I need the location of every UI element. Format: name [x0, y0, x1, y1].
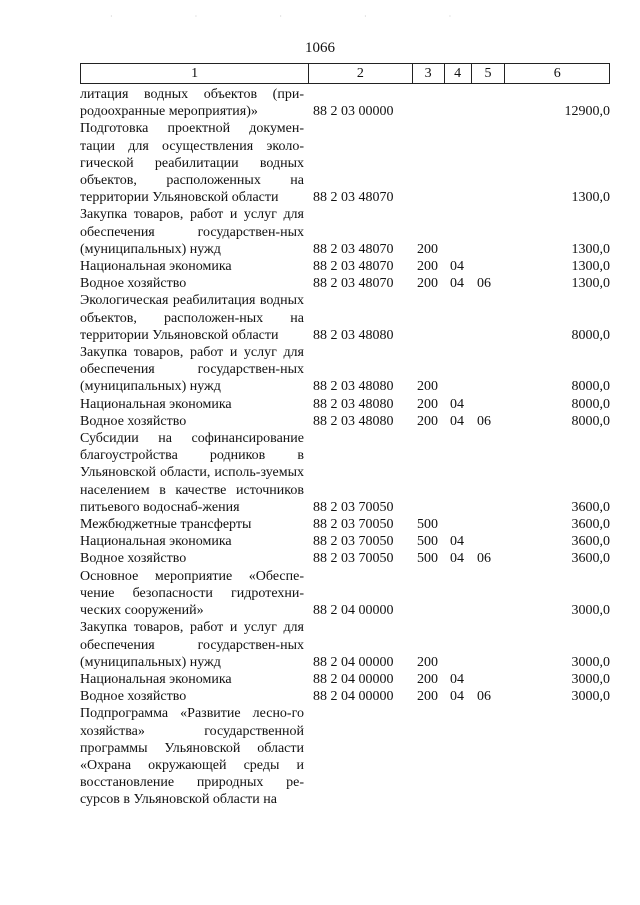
row-name: Национальная экономика — [80, 671, 232, 687]
row-group: 200 — [417, 396, 438, 412]
row-name: Национальная экономика — [80, 534, 232, 550]
row-code: 88 2 03 48070 — [313, 276, 394, 292]
row-section: 04 — [450, 534, 464, 550]
scan-specks: · · · · · — [110, 12, 492, 21]
row-name: Субсидии на софинансирование благоустройства родников в Ульяновской области, исполь-зуемых населением в качестве источников питьевого водоснаб-жения — [80, 431, 304, 515]
row-code: 88 2 03 48070 — [313, 259, 394, 275]
table-row — [80, 688, 610, 705]
table-row — [80, 275, 610, 292]
row-code: 88 2 03 48070 — [313, 241, 394, 257]
row-group: 200 — [417, 413, 438, 429]
row-section: 04 — [450, 259, 464, 275]
row-name: Закупка товаров, работ и услуг для обеспечения государствен-ных (муниципальных) нужд — [80, 207, 304, 257]
table-row — [80, 619, 610, 671]
table-row — [80, 206, 610, 258]
row-group: 200 — [417, 689, 438, 705]
row-name: Межбюджетные трансферты — [80, 517, 252, 533]
row-group: 200 — [417, 379, 438, 395]
row-amount: 8000,0 — [571, 413, 610, 429]
row-group: 200 — [417, 671, 438, 687]
row-amount: 3600,0 — [571, 534, 610, 550]
row-code: 88 2 04 00000 — [313, 654, 394, 670]
table-row — [80, 550, 610, 567]
row-code: 88 2 03 48070 — [313, 190, 394, 206]
row-amount: 3000,0 — [571, 671, 610, 687]
table-row — [80, 705, 610, 808]
row-name: Подготовка проектной докумен-тации для осуществления эколо-гической реабилитации водных объектов, расположенных на территории Ульяновской области — [80, 121, 304, 206]
column-header-row — [80, 63, 610, 84]
row-section: 04 — [450, 689, 464, 705]
table-row — [80, 292, 610, 344]
row-code: 88 2 03 70050 — [313, 551, 394, 567]
table-row — [80, 516, 610, 533]
row-code: 88 2 03 70050 — [313, 499, 394, 515]
budget-table-body — [80, 86, 610, 809]
row-name: Национальная экономика — [80, 396, 232, 412]
row-subsection: 06 — [477, 276, 491, 292]
row-subsection: 06 — [477, 689, 491, 705]
row-amount: 1300,0 — [571, 190, 610, 206]
row-code: 88 2 03 48080 — [313, 327, 394, 343]
table-row — [80, 120, 610, 206]
row-group: 500 — [417, 517, 438, 533]
row-subsection: 06 — [477, 551, 491, 567]
row-name: Основное мероприятие «Обеспе-чение безопасности гидротехни-ческих сооружений» — [80, 568, 304, 619]
row-code: 88 2 03 48080 — [313, 379, 394, 395]
row-name: Водное хозяйство — [80, 276, 187, 292]
row-name: Закупка товаров, работ и услуг для обеспечения государствен-ных (муниципальных) нужд — [80, 345, 304, 395]
column-header-1: 1 — [81, 64, 309, 83]
row-group: 200 — [417, 654, 438, 670]
table-row — [80, 344, 610, 396]
row-amount: 12900,0 — [564, 104, 610, 120]
row-name: литация водных объектов (при-родоохранные мероприятия)» — [80, 87, 304, 120]
row-group: 200 — [417, 276, 438, 292]
table-row — [80, 568, 610, 620]
row-section: 04 — [450, 276, 464, 292]
row-subsection: 06 — [477, 413, 491, 429]
row-code: 88 2 04 00000 — [313, 689, 394, 705]
row-amount: 8000,0 — [571, 396, 610, 412]
row-amount: 8000,0 — [571, 327, 610, 343]
row-group: 500 — [417, 551, 438, 567]
row-code: 88 2 03 00000 — [313, 104, 394, 120]
row-amount: 1300,0 — [571, 259, 610, 275]
row-amount: 3000,0 — [571, 654, 610, 670]
table-row — [80, 533, 610, 550]
row-amount: 3000,0 — [571, 689, 610, 705]
table-row — [80, 413, 610, 430]
row-group: 500 — [417, 534, 438, 550]
row-amount: 3600,0 — [571, 517, 610, 533]
row-code: 88 2 04 00000 — [313, 603, 394, 619]
row-code: 88 2 03 48080 — [313, 413, 394, 429]
row-amount: 3000,0 — [571, 603, 610, 619]
row-name: Экологическая реабилитация водных объектов, расположен-ных на территории Ульяновской области — [80, 293, 304, 343]
row-code: 88 2 04 00000 — [313, 671, 394, 687]
row-section: 04 — [450, 551, 464, 567]
row-code: 88 2 03 70050 — [313, 517, 394, 533]
row-amount: 1300,0 — [571, 276, 610, 292]
table-row — [80, 258, 610, 275]
row-group: 200 — [417, 259, 438, 275]
table-row — [80, 86, 610, 120]
row-section: 04 — [450, 671, 464, 687]
row-name: Водное хозяйство — [80, 689, 187, 705]
row-name: Национальная экономика — [80, 259, 232, 275]
table-row — [80, 671, 610, 688]
row-name: Водное хозяйство — [80, 413, 187, 429]
row-amount: 8000,0 — [571, 379, 610, 395]
column-header-2: 2 — [309, 64, 413, 83]
row-amount: 3600,0 — [571, 499, 610, 515]
column-header-4: 4 — [445, 64, 472, 83]
column-header-3: 3 — [413, 64, 445, 83]
row-section: 04 — [450, 396, 464, 412]
row-code: 88 2 03 48080 — [313, 396, 394, 412]
table-row — [80, 430, 610, 516]
table-row — [80, 396, 610, 413]
row-group: 200 — [417, 241, 438, 257]
row-amount: 3600,0 — [571, 551, 610, 567]
page-number: 1066 — [305, 40, 335, 56]
column-header-6: 6 — [553, 66, 561, 81]
row-name: Подпрограмма «Развитие лесно-го хозяйства» государственной программы Ульяновской области «Охрана окружающей среды и восстановление природных ре-сурсов в Ульяновской области на — [80, 706, 304, 808]
column-header-5: 5 — [472, 64, 506, 83]
row-code: 88 2 03 70050 — [313, 534, 394, 550]
row-amount: 1300,0 — [571, 241, 610, 257]
row-name: Водное хозяйство — [80, 551, 187, 567]
row-name: Закупка товаров, работ и услуг для обеспечения государствен-ных (муниципальных) нужд — [80, 620, 304, 670]
row-section: 04 — [450, 413, 464, 429]
